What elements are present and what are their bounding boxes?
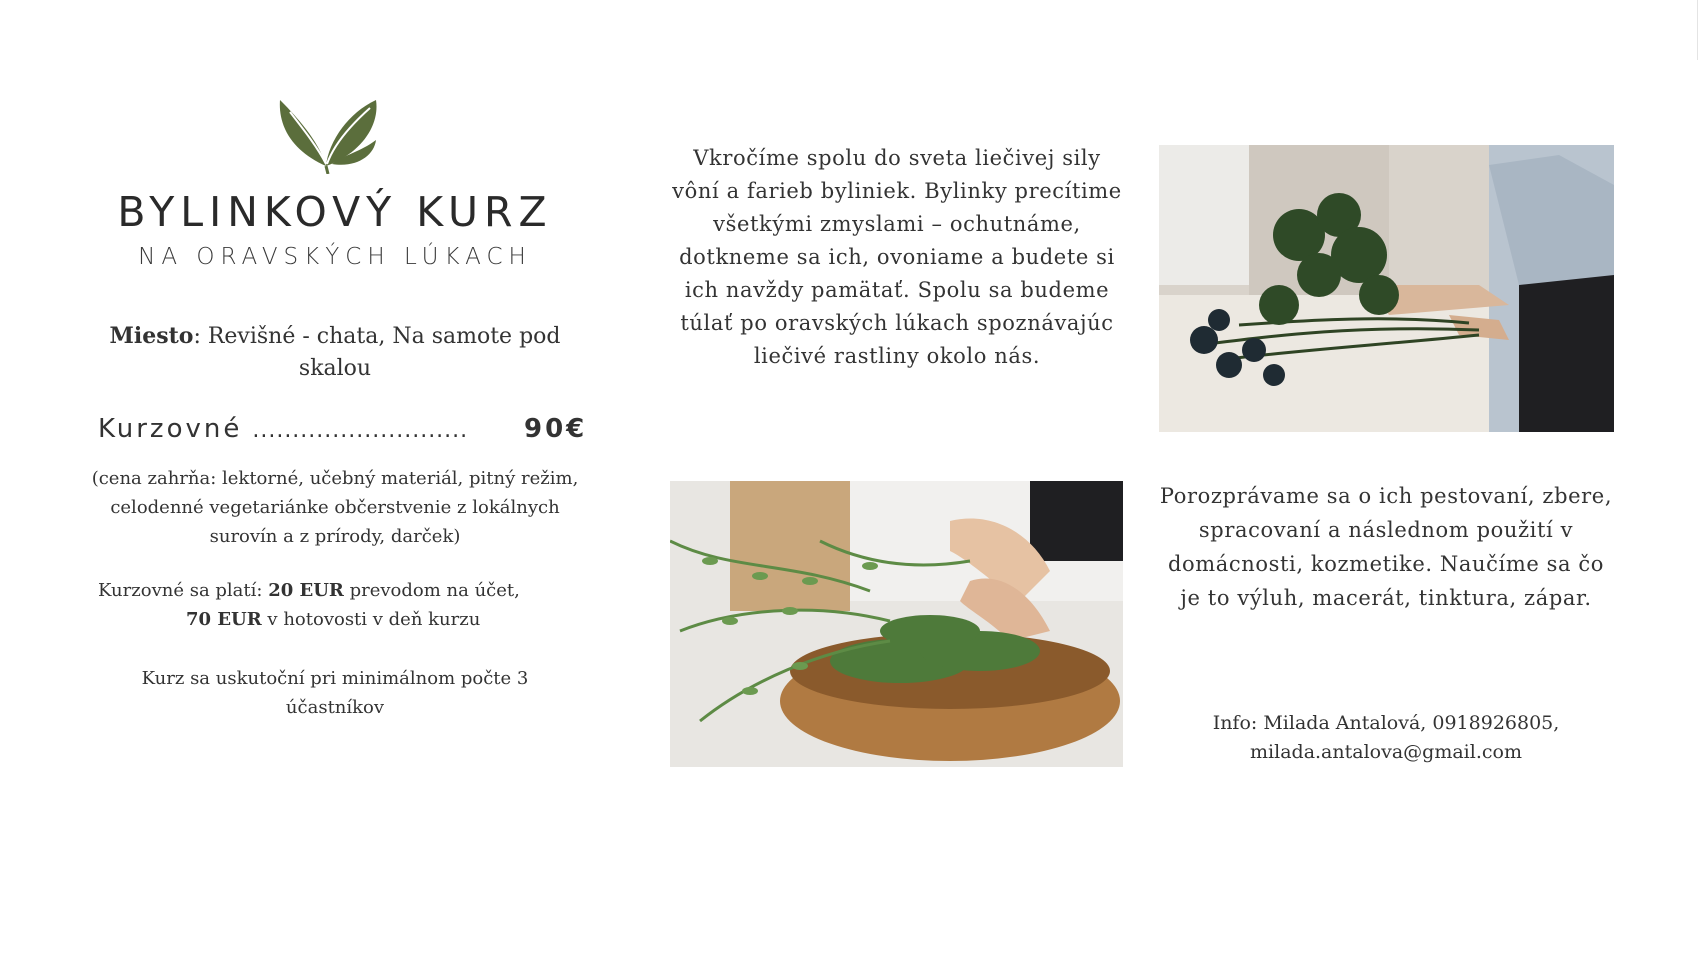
payment-cash-text: v hotovosti v deň kurzu xyxy=(261,609,481,630)
price-label: Kurzovné xyxy=(98,414,243,444)
page-title: BYLINKOVÝ KURZ xyxy=(117,188,553,236)
place-label: Miesto xyxy=(109,323,194,349)
photo-herbs-basket xyxy=(670,481,1123,767)
payment-line-cash xyxy=(90,605,580,634)
price-includes: (cena zahrňa: lektorné, učebný materiál, pitný režim, celodenné vegetariánke občerstvenie z lokálnych surovín a z prírody, darček) xyxy=(91,468,579,547)
contact-email: milada.antalova@gmail.com xyxy=(1250,741,1522,763)
payment-line-transfer xyxy=(90,576,580,605)
place-info xyxy=(90,320,580,385)
intro-text: Vkročíme spolu do sveta liečivej sily vôní a farieb byliniek. Bylinky precítime všetkými zmyslami – ochutnáme, dotkneme sa ich, ovoniame a budete si ich navždy pamätať. Spolu sa budeme túlať po oravských lúkach spoznávajúc liečivé rastliny okolo nás. xyxy=(672,146,1122,368)
scrollbar-edge[interactable] xyxy=(1697,0,1704,60)
page-subtitle: NA ORAVSKÝCH LÚKACH xyxy=(138,244,532,270)
minimum-participants: Kurz sa uskutoční pri minimálnom počte 3 účastníkov xyxy=(141,668,529,718)
place-value: : Revišné - chata, Na samote pod skalou xyxy=(193,324,561,381)
contact-info xyxy=(1158,709,1614,767)
payment-info xyxy=(90,576,580,634)
payment-cash-amount: 70 EUR xyxy=(186,609,262,630)
price-dots: ........................... xyxy=(252,418,469,443)
payment-prefix: Kurzovné sa platí: xyxy=(98,580,269,601)
topics-text: Porozprávame sa o ich pestovaní, zbere, spracovaní a následnom použití v domácnosti, kozmetike. Naučíme sa čo je to výluh, macerát, tinktura, zápar. xyxy=(1159,484,1613,610)
price-row xyxy=(98,414,588,444)
contact-name-phone: Info: Milada Antalová, 0918926805, xyxy=(1212,712,1560,734)
payment-transfer-amount: 20 EUR xyxy=(268,580,344,601)
leaf-icon xyxy=(276,92,380,174)
photo-herbs-table xyxy=(1159,145,1614,432)
price-value: 90€ xyxy=(524,414,588,444)
payment-transfer-text: prevodom na účet, xyxy=(343,580,520,601)
